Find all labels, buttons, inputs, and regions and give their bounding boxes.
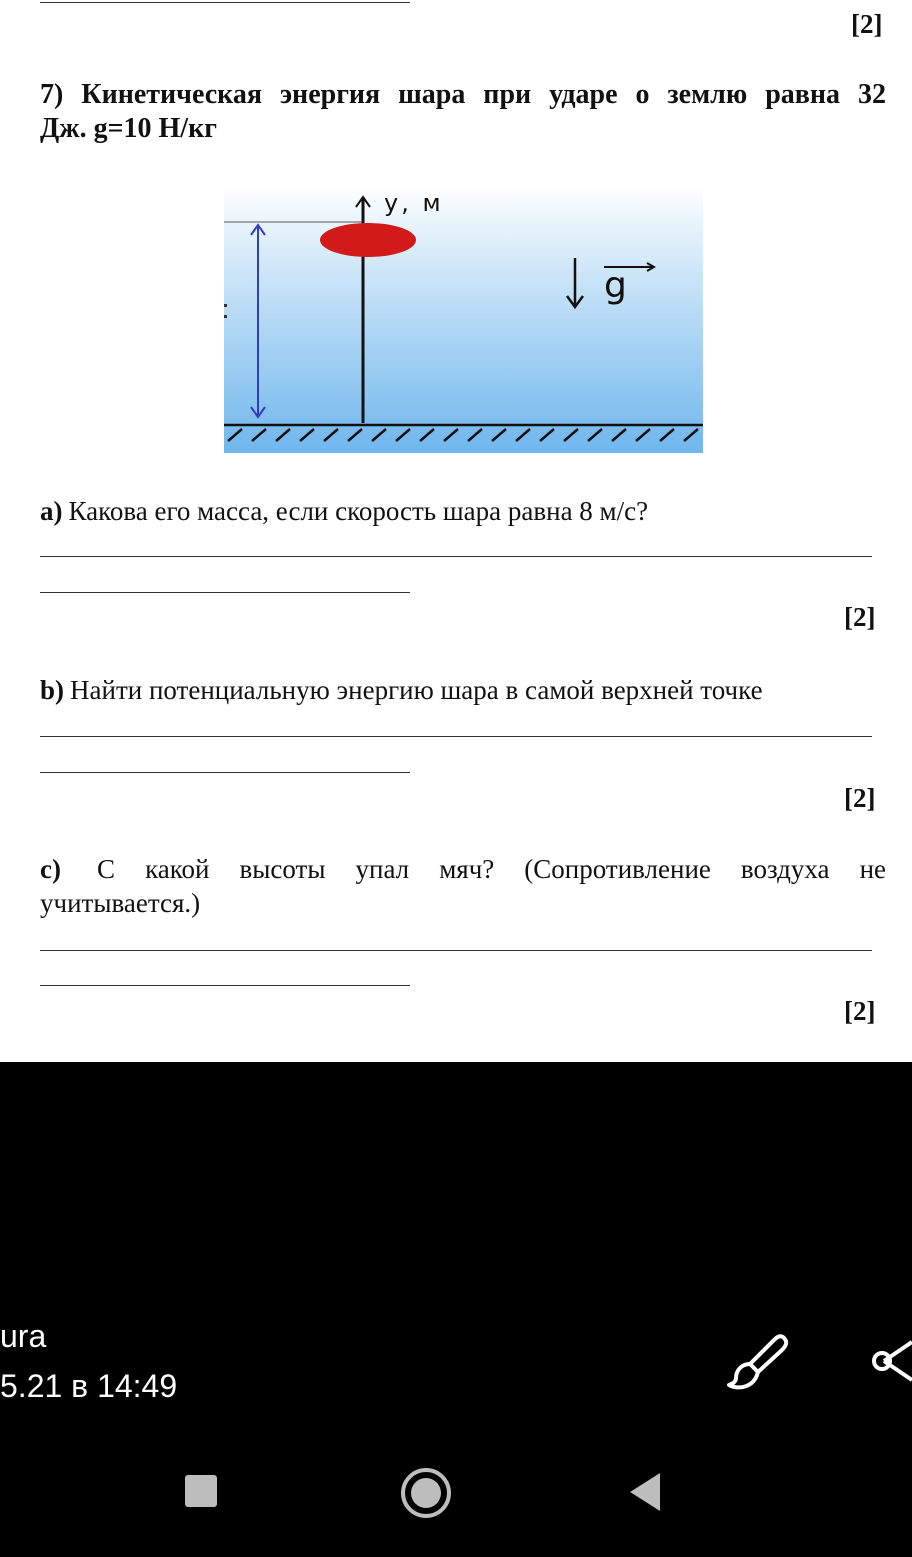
answer-line <box>40 736 872 737</box>
back-button[interactable] <box>630 1473 660 1511</box>
part-c-score: [2] <box>844 996 876 1026</box>
answer-line <box>40 950 872 951</box>
part-b-text: Найти потенциальную энергию шара в самой верхней точке <box>70 675 763 705</box>
gravity-label: g <box>604 265 627 306</box>
part-b-score: [2] <box>844 783 876 813</box>
y-axis-label: y, м <box>384 189 444 217</box>
part-a-letter: a) <box>40 496 63 526</box>
brush-icon[interactable] <box>724 1330 792 1392</box>
part-a-score: [2] <box>844 602 876 632</box>
share-icon[interactable] <box>870 1332 912 1392</box>
post-date: 5.21 в 14:49 <box>0 1368 178 1404</box>
part-c-line-2: учитывается.) <box>40 888 201 918</box>
ball <box>320 223 416 257</box>
answer-line <box>40 592 410 593</box>
answer-line <box>40 772 410 773</box>
part-a-question <box>40 494 648 528</box>
part-c-question <box>40 852 886 920</box>
question-line-1: 7) Кинетическая энергия шара при ударе о землю равна 32 <box>40 79 886 110</box>
part-b-question <box>40 673 763 707</box>
falling-ball-figure <box>224 185 703 453</box>
part-c-letter: c) <box>40 854 61 884</box>
part-a-text: Какова его масса, если скорость шара равна 8 м/с? <box>68 496 649 526</box>
score-label: [2] <box>851 9 883 39</box>
answer-line <box>40 556 872 557</box>
part-c-line-1 <box>40 852 886 886</box>
question-line-2: Дж. g=10 Н/кг <box>40 113 217 144</box>
question-title <box>40 78 886 146</box>
home-button[interactable] <box>401 1468 451 1518</box>
author-name: ura <box>0 1318 47 1354</box>
recent-apps-button[interactable] <box>185 1475 217 1507</box>
part-c-text: С какой высоты упал мяч? (Сопротивление воздуха не <box>97 854 886 884</box>
answer-line <box>40 985 410 986</box>
sky-background <box>224 185 703 453</box>
answer-line <box>40 2 410 3</box>
part-b-letter: b) <box>40 675 65 705</box>
